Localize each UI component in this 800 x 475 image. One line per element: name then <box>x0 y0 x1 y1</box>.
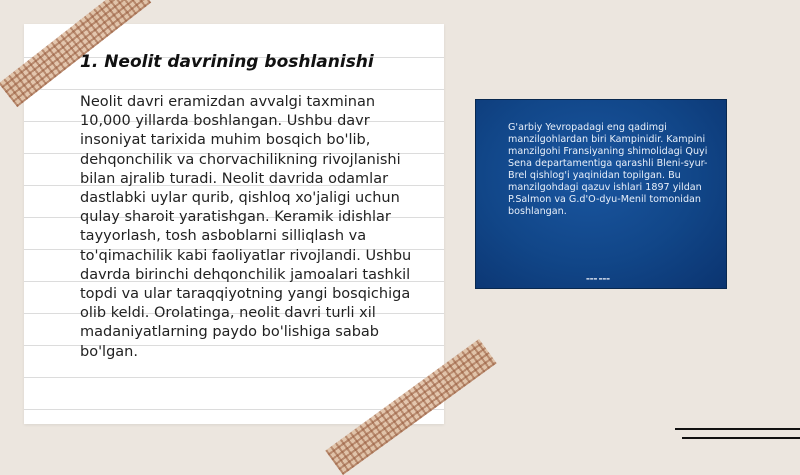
decorative-line-bottom <box>682 437 800 439</box>
body-paragraph: Neolit davri eramizdan avvalgi taxminan 10,000 yillarda boshlangan. Ushbu davr insoniyat tarixida muhim bosqich bo'lib, dehqonchilik va chorvachilikning rivojlanishi bilan ajralib turadi. Neolit davrida odamlar dastlabki uylar qurib, qishloq xo'jaligi uchun qulay sharoit yaratishgan. Keramik idishlar tayyorlash, tosh asboblarni silliqlash va to'qimachilik kabi faoliyatlar rivojlandi. Ushbu davrda birinchi dehqonchilik jamoalari tashkil topdi va ular taraqqiyotning yangi bosqichiga olib keldi. Orolatinga, neolit davri turli xil madaniyatlarning paydo bo'lishiga sabab bo'lgan. <box>80 94 412 360</box>
image-caption-mark: ▬▬▬ ▬▬▬ <box>586 276 610 281</box>
slide-title: 1. Neolit davrining boshlanishi <box>80 52 374 72</box>
text-image <box>475 99 727 289</box>
image-text: G'arbiy Yevropadagi eng qadimgi manzilgohlardan biri Kampinidir. Kampini manzilgohi Fransiyaning shimolidagi Quyi Sena departamentiga qarashli Bleni-syur-Brel qishlog'i yaqinidan topilgan. Bu manzilgohdagi qazuv ishlari 1897 yildan P.Salmon va G.d'O-dyu-Menil tomonidan boshlangan. <box>508 122 708 217</box>
decorative-line-top <box>675 428 800 430</box>
